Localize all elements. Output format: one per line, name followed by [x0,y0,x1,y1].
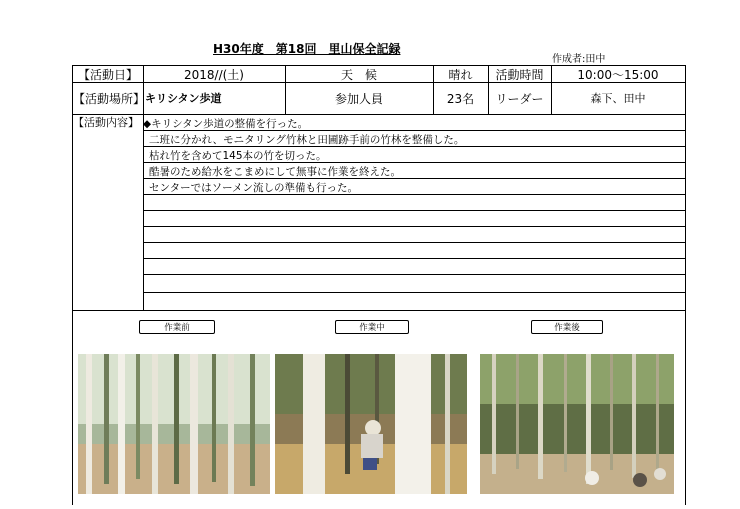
place-value: キリシタン歩道 [145,92,222,105]
document-title: H30年度 第18回 里山保全記録 [213,42,401,56]
participants-label: 参加人員 [334,91,383,106]
activity-time-value: 10:00〜15:00 [577,67,659,82]
photo-after [480,354,674,494]
photo-during [275,354,467,494]
weather-value: 晴れ [448,67,473,82]
photo-label-during: 作業中 [335,320,409,334]
participants-value: 23名 [446,91,475,106]
photo-label-before: 作業前 [139,320,215,334]
place-label: 【活動場所】 [73,91,146,106]
leader-value: 森下、田中 [590,92,646,105]
content-line: 枯れ竹を含めて145本の竹を切った。 [149,150,327,162]
content-label: 【活動内容】 [73,116,139,129]
record-sheet [72,65,686,505]
content-line: ◆キリシタン歩道の整備を行った。 [143,118,309,130]
content-line: 二班に分かれ、モニタリング竹林と田圃跡手前の竹林を整備した。 [149,134,465,146]
activity-time-label: 活動時間 [495,67,544,82]
photo-before [78,354,270,494]
weather-label: 天 候 [340,67,377,82]
date-label: 【活動日】 [77,67,138,82]
date-value: 2018//(土) [184,67,244,82]
author-note: 作成者:田中 [552,54,606,65]
content-line: 酷暑のため給水をこまめにして無事に作業を終えた。 [149,166,401,178]
photo-label-after: 作業後 [531,320,603,334]
leader-label: リーダー [495,91,544,106]
content-line: センターではソーメン流しの準備も行った。 [149,182,359,194]
